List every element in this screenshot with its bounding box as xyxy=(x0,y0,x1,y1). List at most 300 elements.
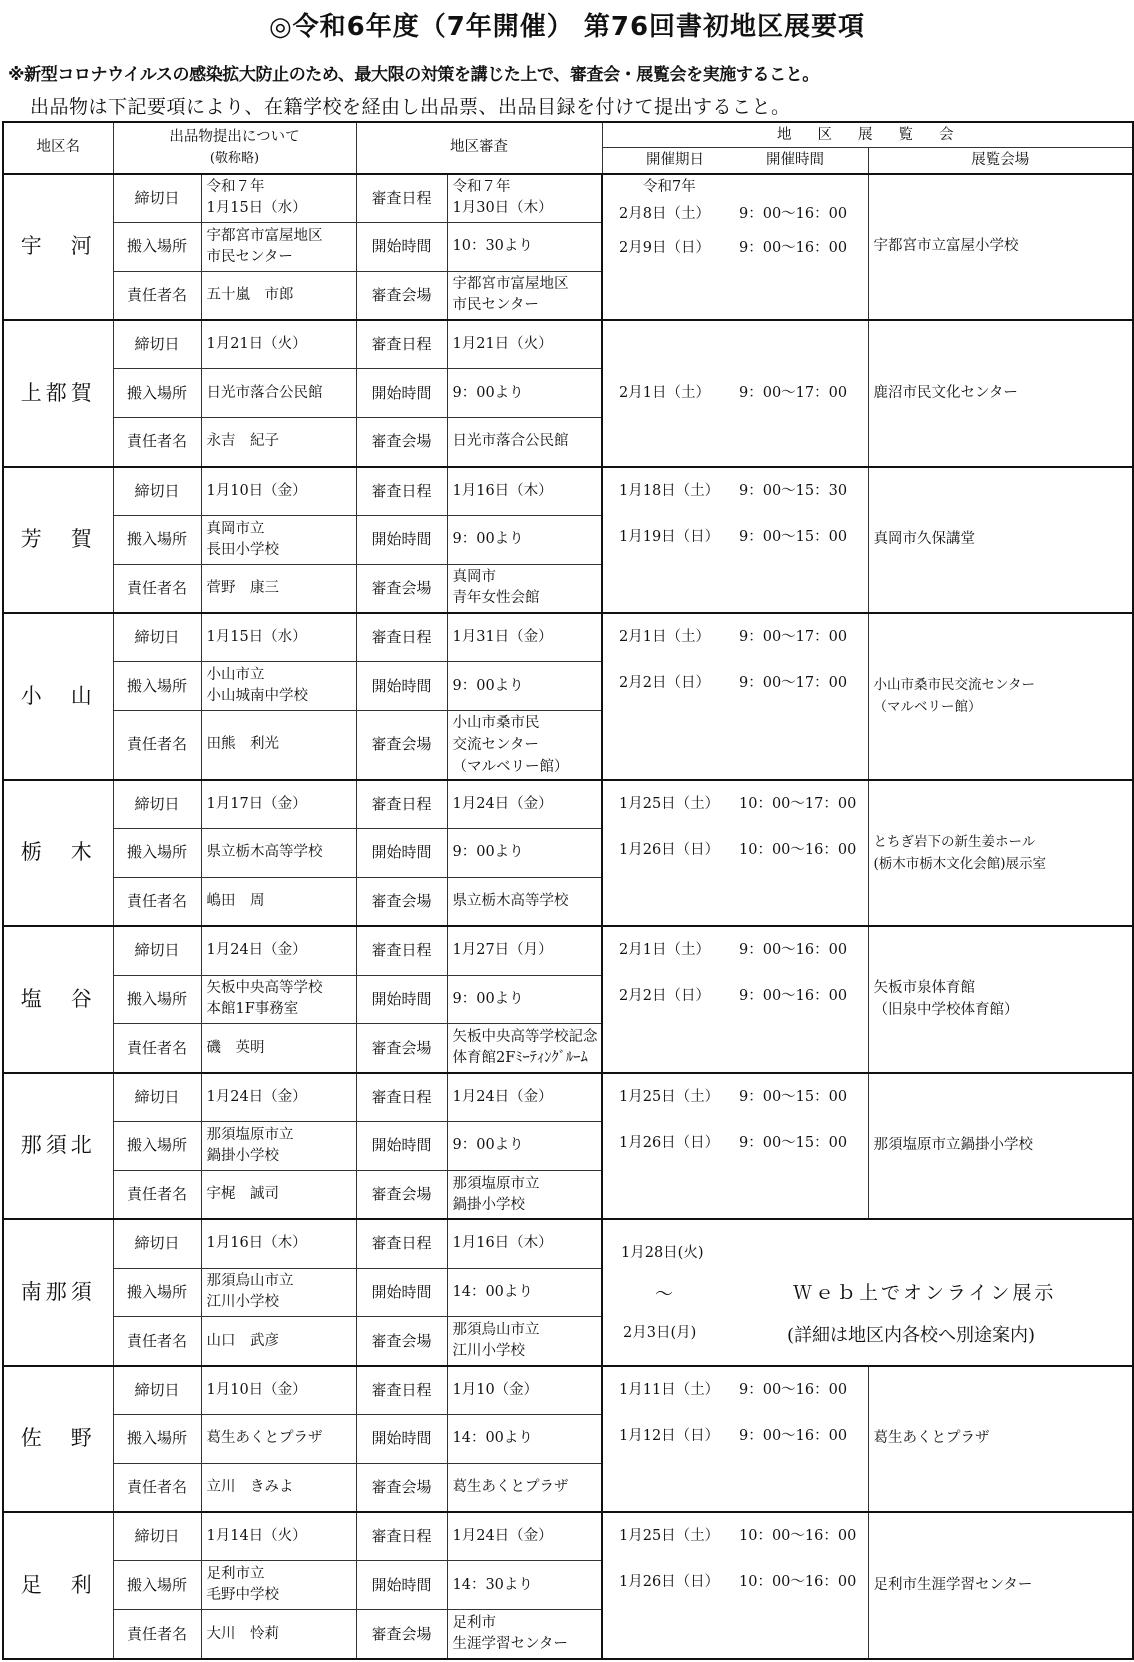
label-review_date: 審査日程 xyxy=(356,1073,447,1122)
cell-line: （マルベリー館） xyxy=(873,699,982,716)
label-deadline: 締切日 xyxy=(113,1073,201,1122)
label-deadline: 締切日 xyxy=(113,613,201,662)
exhibition-schedule xyxy=(602,467,868,613)
value-person xyxy=(201,877,356,926)
cell-line: 田熊 利光 xyxy=(206,736,279,753)
value-deadline xyxy=(201,174,356,223)
district-name: 佐 野 xyxy=(3,1366,113,1512)
cell-line: 14：30より xyxy=(452,1576,533,1593)
cell-line: 生涯学習センター xyxy=(452,1636,568,1653)
cell-line: 磯 英明 xyxy=(206,1039,265,1056)
cell-line: 交流センター xyxy=(452,736,539,753)
district-name: 上都賀 xyxy=(3,320,113,466)
district-row xyxy=(3,926,1133,975)
label-person: 責任者名 xyxy=(113,271,201,320)
value-deadline xyxy=(201,780,356,829)
value-start_time xyxy=(447,369,602,418)
cell-line: 青年女性会館 xyxy=(452,590,540,607)
cell-line: 1月15日（水） xyxy=(206,629,307,646)
cell-line: 1月30日（木） xyxy=(452,200,553,217)
cell-line: 1月21日（火） xyxy=(452,336,553,353)
cell-line: 那須烏山市立 xyxy=(206,1273,294,1290)
value-review_date xyxy=(447,1073,602,1122)
cell-line: 10：30より xyxy=(452,238,533,255)
district-row xyxy=(3,1219,1133,1268)
cell-line: 立川 きみよ xyxy=(206,1478,294,1495)
exhibition-year: 令和7年 xyxy=(643,178,696,195)
cell-line: (栃木市栃木文化会館)展示室 xyxy=(873,855,1047,872)
cell-line: 足利市生涯学習センター xyxy=(873,1577,1033,1594)
label-deadline: 締切日 xyxy=(113,1219,201,1268)
label-review_date: 審査日程 xyxy=(356,320,447,369)
label-deadline: 締切日 xyxy=(113,1512,201,1561)
district-row xyxy=(3,1512,1133,1561)
cell-line: 足利市立 xyxy=(206,1566,265,1583)
exhibition-day xyxy=(607,197,864,231)
cell-line: 市民センター xyxy=(452,297,539,314)
value-start_time xyxy=(447,829,602,878)
exhibition-day xyxy=(607,514,864,560)
value-review_venue xyxy=(447,711,602,780)
cell-line: 市民センター xyxy=(206,248,293,265)
label-review_venue: 審査会場 xyxy=(356,1610,447,1659)
header-times: 開催時間 xyxy=(766,151,824,168)
cell-line: 大川 怜莉 xyxy=(206,1625,279,1642)
value-review_venue xyxy=(447,1024,602,1073)
district-name: 那須北 xyxy=(3,1073,113,1219)
value-deadline xyxy=(201,926,356,975)
label-person: 責任者名 xyxy=(113,1610,201,1659)
district-name: 足 利 xyxy=(3,1512,113,1659)
exhibition-date: 1月25日（土） xyxy=(619,795,720,812)
exhibition-time: 9：00～16：00 xyxy=(739,1381,848,1398)
cell-line: （マルベリー館） xyxy=(452,758,569,775)
value-delivery xyxy=(201,662,356,711)
cell-line: 江川小学校 xyxy=(206,1294,279,1311)
header-dates-times xyxy=(602,148,868,174)
value-person xyxy=(201,1610,356,1659)
cell-line: 真岡市 xyxy=(452,569,496,586)
exhibition-time: 9：00～17：00 xyxy=(739,629,848,646)
district-row xyxy=(3,174,1133,223)
exhibition-day xyxy=(607,927,864,973)
cell-line: 長田小学校 xyxy=(206,541,279,558)
cell-line: 1月10日（金） xyxy=(206,1381,307,1398)
cell-line: 1月17日（金） xyxy=(206,795,307,812)
label-start_time: 開始時間 xyxy=(356,1268,447,1317)
cell-line: 葛生あくとプラザ xyxy=(206,1430,323,1447)
label-review_date: 審査日程 xyxy=(356,926,447,975)
exhibition-date: 1月19日（日） xyxy=(619,528,720,545)
cell-line: 矢板中央高等学校 xyxy=(206,980,323,997)
value-review_date xyxy=(447,467,602,516)
value-deadline xyxy=(201,613,356,662)
exhibition-venue xyxy=(868,320,1133,466)
district-name: 塩 谷 xyxy=(3,926,113,1072)
cell-line: 宇都宮市富屋地区 xyxy=(206,227,323,244)
value-start_time xyxy=(447,515,602,564)
value-start_time xyxy=(447,662,602,711)
exhibition-venue xyxy=(868,1512,1133,1659)
cell-line: 矢板中央高等学校記念 xyxy=(452,1029,598,1046)
cell-line: 日光市落合公民館 xyxy=(452,433,569,450)
value-review_date xyxy=(447,1512,602,1561)
exhibition-date: 1月26日（日） xyxy=(619,841,720,858)
label-person: 責任者名 xyxy=(113,1170,201,1219)
label-delivery: 搬入場所 xyxy=(113,662,201,711)
exhibition-time: 9：00～16：00 xyxy=(739,205,848,222)
district-exhibition-table xyxy=(2,121,1134,1660)
cell-line: 県立栃木高等学校 xyxy=(206,844,323,861)
value-review_venue xyxy=(447,418,602,467)
label-deadline: 締切日 xyxy=(113,780,201,829)
value-review_venue xyxy=(447,1610,602,1659)
cell-line: 鍋掛小学校 xyxy=(206,1147,279,1164)
intro-text: 出品物は下記要項により、在籍学校を経由し出品票、出品目録を付けて提出すること。 xyxy=(30,96,791,118)
value-person xyxy=(201,1317,356,1366)
cell-line: 鍋掛小学校 xyxy=(452,1196,525,1213)
cell-line: 山口 武彦 xyxy=(206,1332,279,1349)
cell-line: 小山城南中学校 xyxy=(206,688,308,705)
label-start_time: 開始時間 xyxy=(356,222,447,271)
cell-line: 真岡市久保講堂 xyxy=(873,531,975,548)
label-review_date: 審査日程 xyxy=(356,174,447,223)
label-start_time: 開始時間 xyxy=(356,369,447,418)
header-exhibition: 地区展覧会 xyxy=(602,122,1133,148)
value-delivery xyxy=(201,515,356,564)
value-delivery xyxy=(201,1561,356,1610)
cell-line: 真岡市立 xyxy=(206,520,265,537)
exhibition-date: 2月2日（日） xyxy=(619,988,710,1005)
exhibition-day xyxy=(607,1074,864,1120)
exhibition-day xyxy=(607,614,864,660)
value-deadline xyxy=(201,467,356,516)
label-delivery: 搬入場所 xyxy=(113,222,201,271)
cell-line: 小山市立 xyxy=(206,667,265,684)
label-review_venue: 審査会場 xyxy=(356,877,447,926)
label-delivery: 搬入場所 xyxy=(113,1561,201,1610)
exhibition-time: 9：00～17：00 xyxy=(739,675,848,692)
label-deadline: 締切日 xyxy=(113,926,201,975)
value-start_time xyxy=(447,975,602,1024)
exhibition-time: 10：00～16：00 xyxy=(739,841,857,858)
exhibition-date: 2月8日（土） xyxy=(619,205,710,222)
district-name: 宇 河 xyxy=(3,174,113,320)
value-review_venue xyxy=(447,271,602,320)
label-person: 責任者名 xyxy=(113,418,201,467)
header-submission xyxy=(113,122,356,174)
exhibition-venue xyxy=(868,174,1133,320)
cell-line: 菅野 康三 xyxy=(206,579,279,596)
cell-line: 小山市桑市民交流センター xyxy=(873,677,1035,694)
exhibition-day xyxy=(607,1513,864,1559)
label-start_time: 開始時間 xyxy=(356,662,447,711)
label-start_time: 開始時間 xyxy=(356,975,447,1024)
cell-line: 葛生あくとプラザ xyxy=(873,1430,990,1447)
exhibition-schedule xyxy=(602,780,868,926)
cell-line: 1月10（金） xyxy=(452,1381,539,1398)
exhibition-day xyxy=(607,370,864,416)
exhibition-day xyxy=(607,1367,864,1413)
value-person xyxy=(201,1024,356,1073)
label-review_venue: 審査会場 xyxy=(356,1463,447,1512)
value-review_date xyxy=(447,174,602,223)
district-name: 栃 木 xyxy=(3,780,113,926)
value-review_venue xyxy=(447,1463,602,1512)
value-review_venue xyxy=(447,564,602,613)
label-start_time: 開始時間 xyxy=(356,515,447,564)
district-row xyxy=(3,467,1133,516)
cell-line: 9：00より xyxy=(452,677,524,694)
exhibition-venue xyxy=(868,1366,1133,1512)
exhibition-time: 9：00～15：00 xyxy=(739,1134,848,1151)
district-row xyxy=(3,780,1133,829)
label-person: 責任者名 xyxy=(113,564,201,613)
cell-line: 1月16日（木） xyxy=(206,1235,307,1252)
label-review_date: 審査日程 xyxy=(356,1512,447,1561)
exhibition-time: 10：00～16：00 xyxy=(739,1528,857,1545)
header-submission-title: 出品物提出について xyxy=(169,128,300,145)
value-delivery xyxy=(201,975,356,1024)
value-review_date xyxy=(447,926,602,975)
district-row xyxy=(3,1073,1133,1122)
cell-line: 14：00より xyxy=(452,1283,533,1300)
exhibition-date: 1月18日（土） xyxy=(619,482,720,499)
value-review_date xyxy=(447,1366,602,1415)
label-person: 責任者名 xyxy=(113,1317,201,1366)
cell-line: とちぎ岩下の新生姜ホール xyxy=(873,833,1036,850)
exhibition-time: 9：00～15：00 xyxy=(739,528,848,545)
value-review_venue xyxy=(447,1170,602,1219)
label-person: 責任者名 xyxy=(113,877,201,926)
label-review_venue: 審査会場 xyxy=(356,1170,447,1219)
label-review_venue: 審査会場 xyxy=(356,1024,447,1073)
cell-line: 1月24日（金） xyxy=(206,1088,307,1105)
web-start-date: 1月28日(火) xyxy=(621,1245,704,1262)
exhibition-day xyxy=(607,781,864,827)
cell-line: 宇都宮市富屋地区 xyxy=(452,276,569,293)
exhibition-date: 1月11日（土） xyxy=(619,1381,720,1398)
cell-line: 五十嵐 市郎 xyxy=(206,286,294,303)
label-start_time: 開始時間 xyxy=(356,1122,447,1171)
exhibition-date: 1月25日（土） xyxy=(619,1528,720,1545)
page-title: ◎令和6年度（7年開催） 第76回書初地区展要項 xyxy=(268,12,866,42)
cell-line: 江川小学校 xyxy=(452,1343,525,1359)
exhibition-time: 10：00～16：00 xyxy=(739,1574,857,1591)
cell-line: 1月21日（火） xyxy=(206,336,307,353)
web-range-tilde: ～ xyxy=(655,1284,673,1306)
cell-line: 9：00より xyxy=(452,531,524,548)
cell-line: 永吉 紀子 xyxy=(206,433,279,450)
cell-line: 1月27日（月） xyxy=(452,942,553,959)
cell-line: 那須塩原市立 xyxy=(206,1126,294,1143)
exhibition-venue xyxy=(868,1073,1133,1219)
district-row xyxy=(3,613,1133,662)
label-deadline: 締切日 xyxy=(113,467,201,516)
cell-line: 1月15日（水） xyxy=(206,200,307,217)
exhibition-time: 9：00～16：00 xyxy=(739,1427,848,1444)
value-delivery xyxy=(201,222,356,271)
cell-line: 那須塩原市立鍋掛小学校 xyxy=(873,1137,1033,1154)
exhibition-date: 2月9日（日） xyxy=(619,239,710,256)
cell-line: 1月24日（金） xyxy=(452,795,553,812)
cell-line: 足利市 xyxy=(452,1615,496,1632)
web-online-note: (詳細は地区内各校へ別途案内) xyxy=(787,1325,1036,1347)
cell-line: 9：00より xyxy=(452,844,524,861)
exhibition-schedule xyxy=(602,174,868,320)
value-review_date xyxy=(447,780,602,829)
value-person xyxy=(201,711,356,780)
value-delivery xyxy=(201,1122,356,1171)
value-start_time xyxy=(447,222,602,271)
cell-line: 14：00より xyxy=(452,1430,533,1447)
exhibition-day xyxy=(607,827,864,873)
cell-line: 1月14日（火） xyxy=(206,1528,307,1545)
exhibition-time: 9：00～16：00 xyxy=(739,988,848,1005)
label-delivery: 搬入場所 xyxy=(113,1415,201,1464)
label-person: 責任者名 xyxy=(113,1024,201,1073)
cell-line: 1月24日（金） xyxy=(452,1528,553,1545)
cell-line: 那須塩原市立 xyxy=(452,1175,540,1192)
district-name: 南那須 xyxy=(3,1219,113,1365)
value-review_venue xyxy=(447,877,602,926)
label-delivery: 搬入場所 xyxy=(113,1268,201,1317)
value-delivery xyxy=(201,369,356,418)
label-delivery: 搬入場所 xyxy=(113,1122,201,1171)
cell-line: 鹿沼市民文化センター xyxy=(873,384,1018,401)
exhibition-day xyxy=(607,468,864,514)
label-review_date: 審査日程 xyxy=(356,1366,447,1415)
header-row-1 xyxy=(3,122,1133,148)
value-review_date xyxy=(447,320,602,369)
value-deadline xyxy=(201,320,356,369)
header-district: 地区名 xyxy=(3,122,113,174)
cell-line: 県立栃木高等学校 xyxy=(452,893,569,910)
cell-line: 1月16日（木） xyxy=(452,1235,553,1252)
cell-line: 嶋田 周 xyxy=(206,893,265,910)
exhibition-date: 2月1日（土） xyxy=(619,629,710,646)
exhibition-venue xyxy=(868,926,1133,1072)
district-name: 芳 賀 xyxy=(3,467,113,613)
exhibition-day xyxy=(607,1559,864,1605)
exhibition-date: 1月12日（日） xyxy=(619,1427,720,1444)
cell-line: 令和７年 xyxy=(206,179,265,196)
label-review_venue: 審査会場 xyxy=(356,271,447,320)
value-start_time xyxy=(447,1268,602,1317)
district-row xyxy=(3,320,1133,369)
exhibition-day xyxy=(607,973,864,1019)
cell-line: 令和７年 xyxy=(452,179,511,196)
value-delivery xyxy=(201,1268,356,1317)
exhibition-date: 2月2日（日） xyxy=(619,675,710,692)
label-start_time: 開始時間 xyxy=(356,829,447,878)
value-review_venue xyxy=(447,1317,602,1366)
exhibition-schedule xyxy=(602,926,868,1072)
exhibition-day xyxy=(607,231,864,265)
header-venue: 展覧会場 xyxy=(868,148,1133,174)
value-deadline xyxy=(201,1219,356,1268)
exhibition-date: 1月26日（日） xyxy=(619,1134,720,1151)
exhibition-schedule xyxy=(602,613,868,780)
exhibition-time: 9：00～15：30 xyxy=(739,482,848,499)
label-start_time: 開始時間 xyxy=(356,1415,447,1464)
value-person xyxy=(201,1463,356,1512)
exhibition-time: 10：00～17：00 xyxy=(739,795,857,812)
label-start_time: 開始時間 xyxy=(356,1561,447,1610)
value-person xyxy=(201,418,356,467)
exhibition-venue xyxy=(868,780,1133,926)
exhibition-schedule xyxy=(602,320,868,466)
label-review_venue: 審査会場 xyxy=(356,1317,447,1366)
exhibition-schedule xyxy=(602,1073,868,1219)
value-person xyxy=(201,1170,356,1219)
label-review_venue: 審査会場 xyxy=(356,711,447,780)
exhibition-date: 2月1日（土） xyxy=(619,385,710,402)
label-review_date: 審査日程 xyxy=(356,1219,447,1268)
exhibition-day xyxy=(607,1413,864,1459)
value-review_date xyxy=(447,1219,602,1268)
web-end-date: 2月3日(月) xyxy=(623,1325,697,1342)
cell-line: 1月24日（金） xyxy=(452,1088,553,1105)
label-delivery: 搬入場所 xyxy=(113,515,201,564)
cell-line: 9：00より xyxy=(452,384,524,401)
header-dates: 開催期日 xyxy=(646,151,704,168)
cell-line: 1月24日（金） xyxy=(206,942,307,959)
cell-line: 9：00より xyxy=(452,990,524,1007)
cell-line: 矢板市泉体育館 xyxy=(873,980,975,997)
cell-line: 9：00より xyxy=(452,1137,524,1154)
exhibition-time: 9：00～17：00 xyxy=(739,385,848,402)
cell-line: 1月31日（金） xyxy=(452,629,553,646)
label-person: 責任者名 xyxy=(113,711,201,780)
cell-line: （旧泉中学校体育館） xyxy=(873,1002,1019,1019)
value-delivery xyxy=(201,1415,356,1464)
district-row xyxy=(3,1366,1133,1415)
header-submission-note: (敬称略) xyxy=(209,150,260,166)
label-review_venue: 審査会場 xyxy=(356,418,447,467)
cell-line: 1月16日（木） xyxy=(452,482,553,499)
value-start_time xyxy=(447,1122,602,1171)
exhibition-date: 1月26日（日） xyxy=(619,1574,720,1591)
label-review_date: 審査日程 xyxy=(356,613,447,662)
cell-line: 葛生あくとプラザ xyxy=(452,1478,569,1495)
value-deadline xyxy=(201,1366,356,1415)
label-delivery: 搬入場所 xyxy=(113,975,201,1024)
value-delivery xyxy=(201,829,356,878)
label-delivery: 搬入場所 xyxy=(113,829,201,878)
online-exhibition xyxy=(602,1219,1133,1365)
label-review_date: 審査日程 xyxy=(356,467,447,516)
value-start_time xyxy=(447,1561,602,1610)
value-deadline xyxy=(201,1512,356,1561)
label-deadline: 締切日 xyxy=(113,320,201,369)
value-review_date xyxy=(447,613,602,662)
cell-line: 1月10日（金） xyxy=(206,482,307,499)
value-person xyxy=(201,271,356,320)
label-review_venue: 審査会場 xyxy=(356,564,447,613)
exhibition-day xyxy=(607,660,864,706)
label-person: 責任者名 xyxy=(113,1463,201,1512)
exhibition-time: 9：00～16：00 xyxy=(739,942,848,959)
cell-line: 宇都宮市立富屋小学校 xyxy=(873,238,1019,255)
label-deadline: 締切日 xyxy=(113,174,201,223)
cell-line: 宇梶 誠司 xyxy=(206,1186,279,1203)
cell-line: 小山市桑市民 xyxy=(452,714,540,731)
cell-line: 日光市落合公民館 xyxy=(206,384,323,401)
cell-line: 那須烏山市立 xyxy=(452,1322,540,1338)
exhibition-venue xyxy=(868,467,1133,613)
exhibition-schedule xyxy=(602,1366,868,1512)
